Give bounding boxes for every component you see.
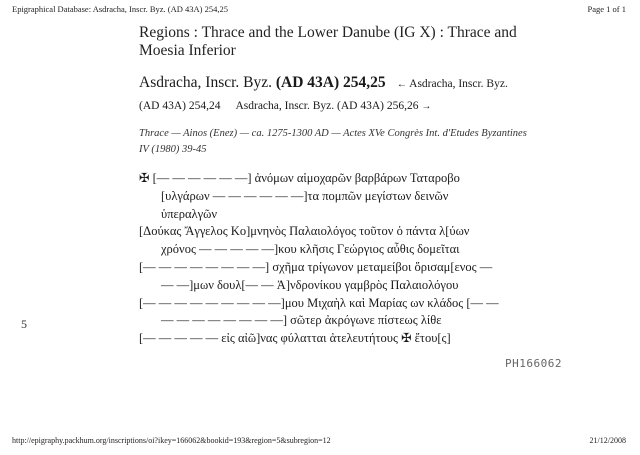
right-arrow-icon: → [421,101,432,112]
left-arrow-icon: ← [396,79,407,90]
prev-inscription-label-2: (AD 43A) 254,24 [139,100,221,112]
print-header-page: Page 1 of 1 [587,4,626,14]
line-number-marker: 5 [21,317,27,331]
current-inscription-number: (AD 43A) 254,25 [275,74,386,91]
photo-id-label: PH166062 [505,357,562,370]
text-line: [Δούκας Ἄγγελος Κο]μνηνὸς Παλαιολόγος τοῦτον ὁ πάντα λ[ύων [139,224,470,239]
region-breadcrumb[interactable] [139,24,609,60]
text-line: [υλγάρων — — — — — —]τα πομπῶν μεγίστων δεινῶν [161,188,449,203]
text-line: [— — — — — — — — —]μου Μιχαὴλ καὶ Μαρίας ων κλάδος [— — [139,295,499,310]
text-line: — —]μων δουλ[— — Ἀ]νδρονίκου γαμβρὸς Παλαιολόγου [161,277,459,292]
current-inscription-title [139,74,386,91]
next-inscription-label: Asdracha, Inscr. Byz. (AD 43A) 256,26 [235,100,419,112]
next-inscription-link[interactable] [235,100,431,112]
text-line: ὑπεραλγῶν [161,206,217,221]
inscription-metadata [139,126,609,158]
print-header-title: Epigraphical Database: Asdracha, Inscr. Byz. (AD 43A) 254,25 [12,4,228,14]
text-line: [— — — — — — — —] σχῆμα τρίγωνον μεταμείβοι ὅρισαμ[ενος — [139,259,493,274]
inscription-text [139,170,619,348]
print-footer-url: http://epigraphy.packhum.org/inscriptions/oi?ikey=166062&bookid=193&region=5&subregion=12 [12,436,331,445]
text-line: ✠ [— — — — — —] ἀνόμων αἱμοχαρῶν βαρβάρων Ταταροβο [139,171,460,185]
text-line: [— — — — — εἰς αἰῶ]νας φύλατται ἀτελευτήτους ✠ ἔτου[ς] [139,331,451,346]
text-line: — — — — — — — —] σῶτερ ἀκρόγωνε πίστεως λίθε [161,313,442,328]
region-breadcrumb-line1[interactable]: Regions : Thrace and the Lower Danube (IG X) : Thrace and [139,24,517,41]
metadata-line1: Thrace — Ainos (Enez) — ca. 1275-1300 AD — Actes XVe Congrès Int. d'Etudes Byzantines [139,128,527,139]
current-inscription-prefix: Asdracha, Inscr. Byz. [139,74,276,91]
prev-inscription-label: Asdracha, Inscr. Byz. [409,78,508,90]
text-line: χρόνος — — — — —]κου κλῆσις Γεώργιος αὖθις δομεῖται [161,242,460,257]
inscription-navigation [139,73,619,117]
print-footer-date: 21/12/2008 [589,436,626,445]
metadata-line2: IV (1980) 39-45 [139,144,207,155]
region-breadcrumb-line2[interactable]: Moesia Inferior [139,42,236,59]
